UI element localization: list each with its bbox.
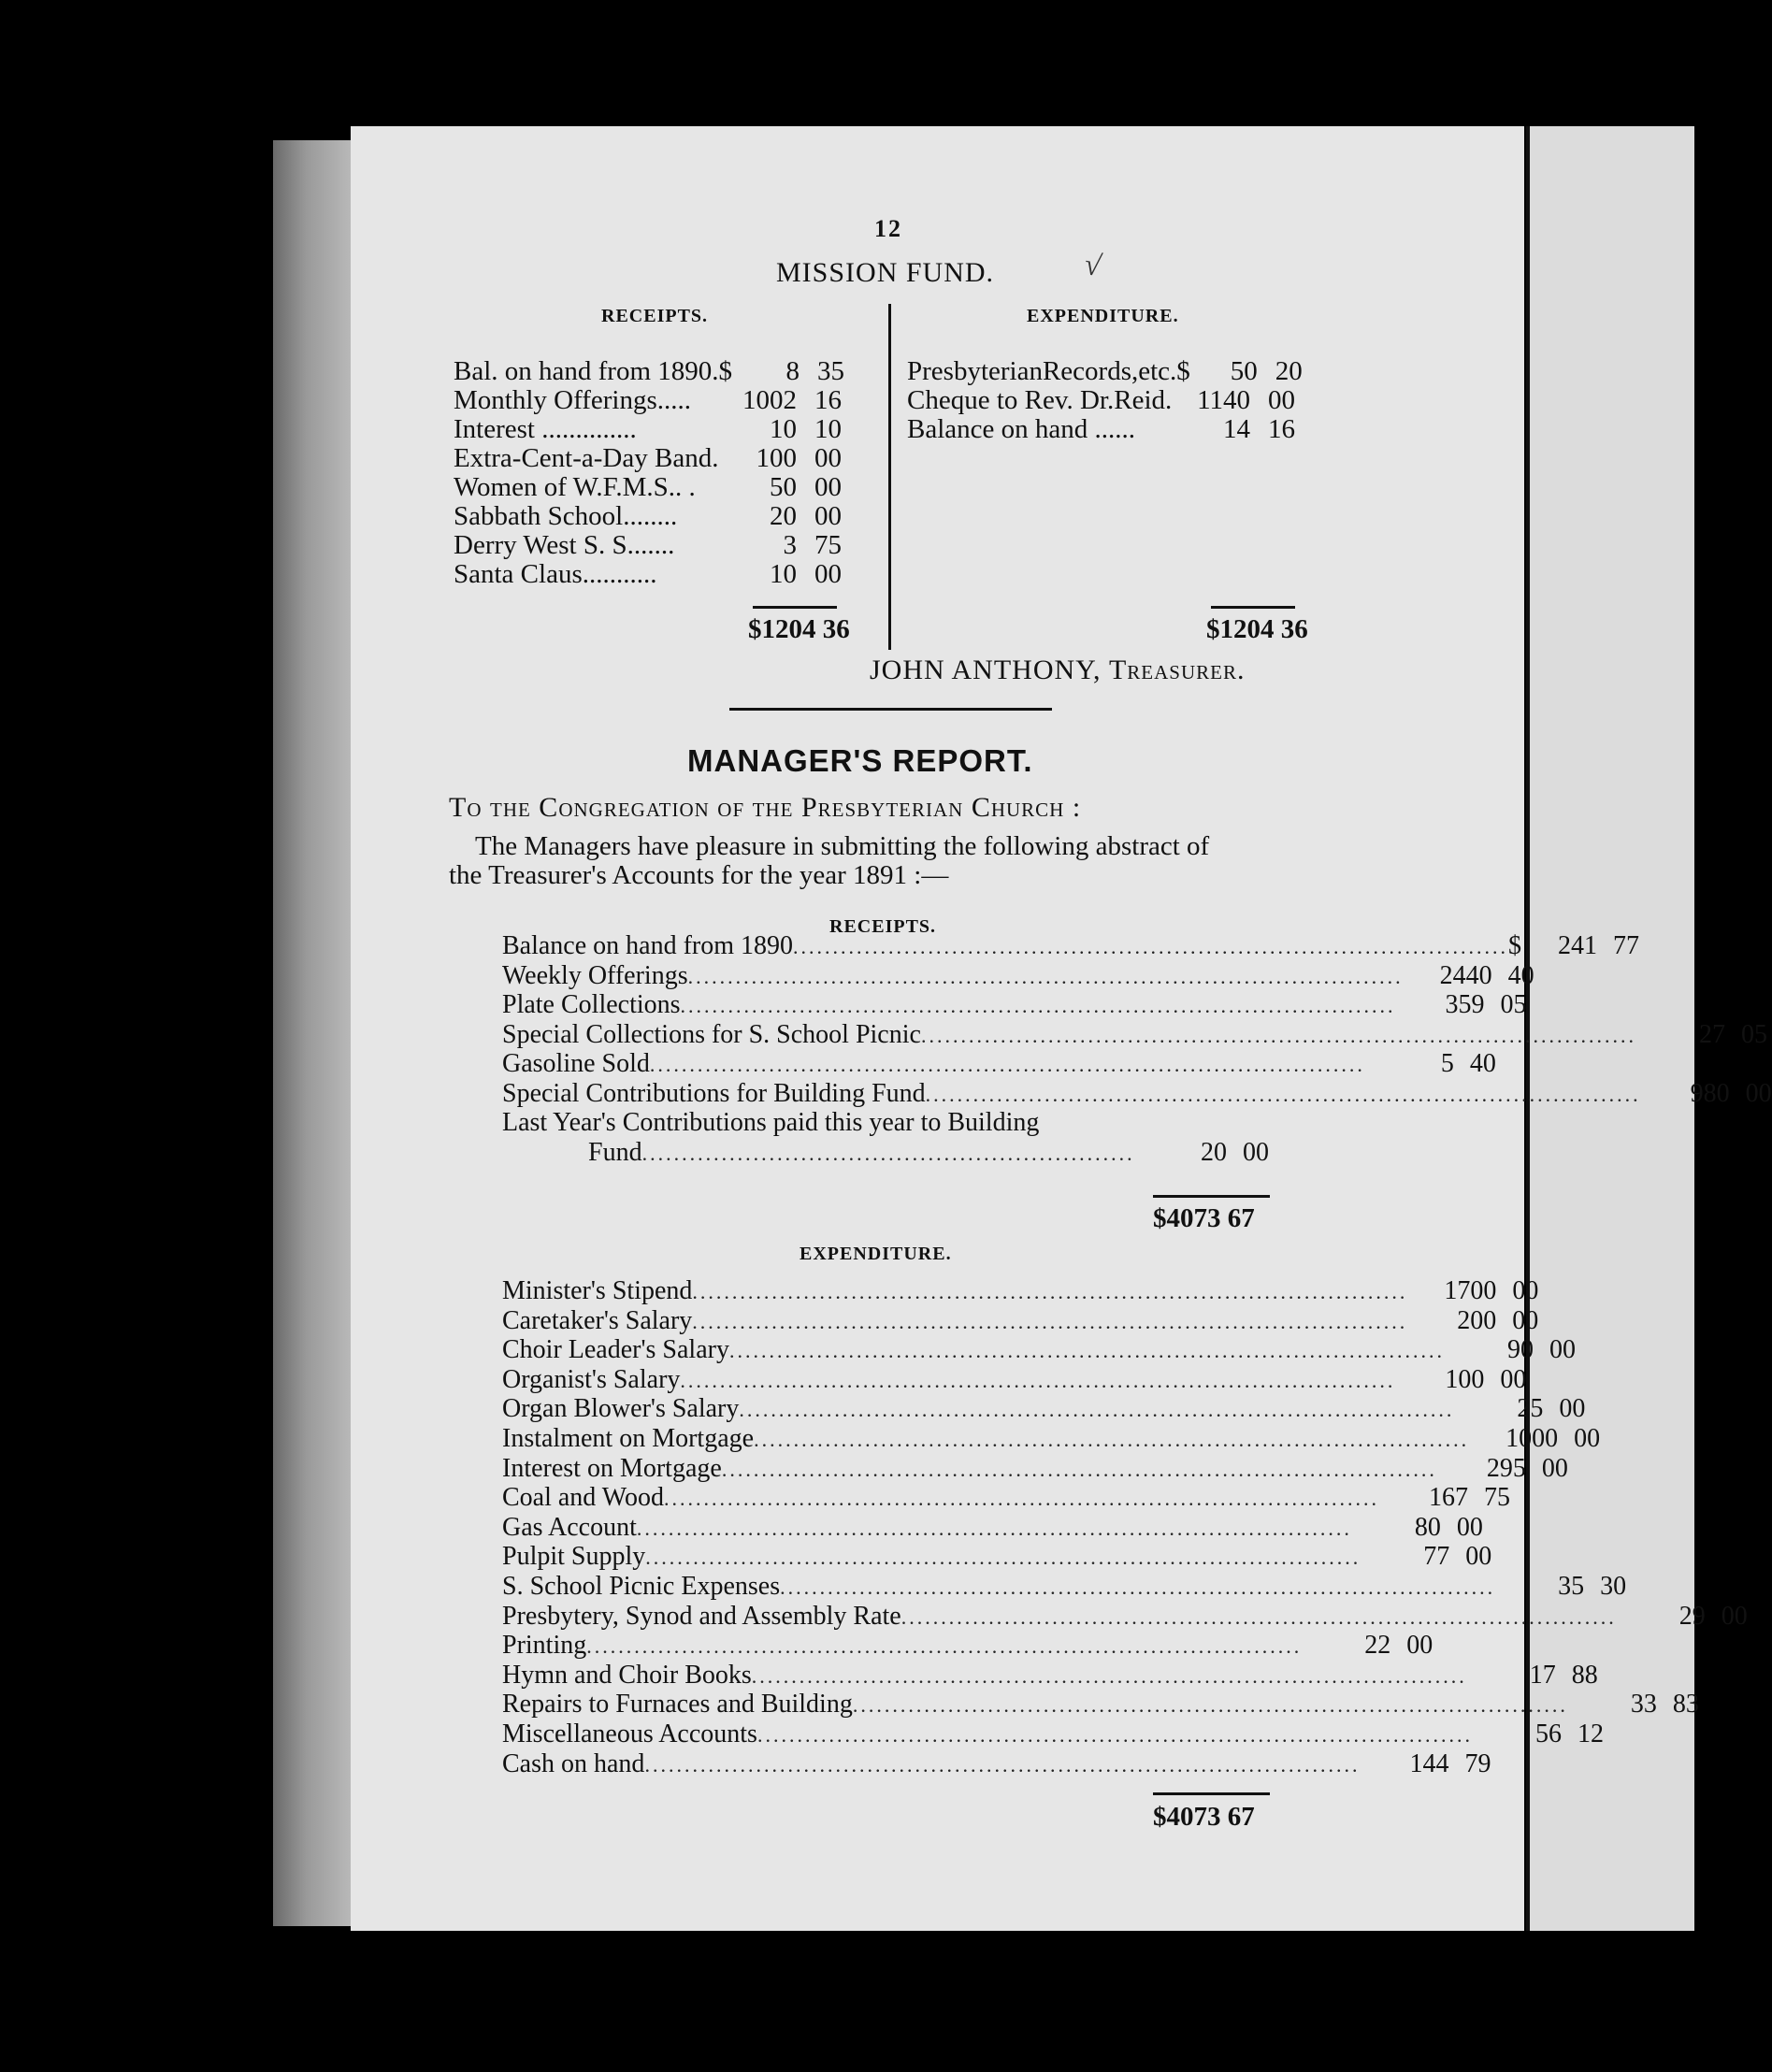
mission-expenditure-heading: EXPENDITURE. (1027, 306, 1179, 326)
report-expenditure-cents: 83 (1672, 1690, 1699, 1719)
mission-expenditure-label: Cheque to Rev. Dr.Reid. (907, 385, 1173, 415)
report-receipt-label: Weekly Offerings (502, 960, 688, 990)
mission-expenditure-dollars: 50 (1230, 356, 1258, 386)
mission-receipt-amount (729, 502, 842, 531)
report-expenditure-row (502, 1572, 1627, 1602)
report-receipt-cents: 05 (1500, 990, 1527, 1020)
report-receipt-row (502, 1049, 1496, 1079)
mission-receipt-cents: 16 (814, 385, 842, 415)
report-expenditure-row (502, 1394, 1586, 1424)
mission-receipt-cents: 00 (814, 472, 842, 502)
mission-receipt-dollars: 1002 (742, 385, 797, 415)
report-receipts-total: $4073 67 (1153, 1203, 1255, 1233)
report-receipt-cents: 40 (1507, 960, 1534, 990)
mission-receipt-amount (729, 444, 842, 473)
report-intro (449, 832, 1323, 890)
report-address: To the Congregation of the Presbyterian Church : (449, 792, 1082, 823)
mission-receipt-label: Derry West S. S....... (454, 530, 675, 560)
report-expenditure-leader-dots: .......................................................................................... (664, 1487, 1379, 1511)
report-expenditure-dollars: 100 (1445, 1364, 1485, 1394)
report-expenditure-label: Instalment on Mortgage (502, 1424, 755, 1453)
mission-expenditure-label: Balance on hand ...... (907, 414, 1136, 444)
report-expenditure-label: Organist's Salary (502, 1364, 681, 1394)
report-expenditure-label: Repairs to Furnaces and Building (502, 1690, 853, 1719)
report-expenditure-leader-dots: .......................................................................................... (780, 1576, 1496, 1599)
scanned-page (351, 126, 1772, 1931)
mission-receipt-row (454, 473, 842, 502)
report-expenditure-cents: 00 (1512, 1305, 1539, 1335)
report-receipt-leader-dots: .......................................................................................... (793, 935, 1509, 958)
mission-expenditure-label: PresbyterianRecords,etc.$ (907, 356, 1190, 386)
mission-receipt-dollars: 10 (770, 559, 797, 589)
report-expenditure-cents: 00 (1500, 1364, 1527, 1394)
mission-receipt-dollars: 50 (770, 472, 797, 502)
mission-receipt-dollars: 10 (770, 414, 797, 444)
report-expenditure-row (502, 1748, 1491, 1779)
mission-expenditure-dollars: 14 (1223, 414, 1250, 444)
mission-receipt-cents: 35 (817, 356, 845, 386)
report-expenditure-cents: 00 (1721, 1601, 1748, 1631)
report-expenditure-dollars: 22 (1364, 1631, 1391, 1661)
report-receipt-label: Gasoline Sold (502, 1049, 650, 1079)
mission-expenditure-dollars: 1140 (1197, 385, 1250, 415)
mission-receipt-amount (732, 357, 844, 386)
report-receipt-dollars: 980 (1690, 1079, 1730, 1108)
report-expenditure-cents: 00 (1541, 1453, 1568, 1483)
report-receipt-row (502, 1079, 1772, 1109)
mission-receipt-row (454, 415, 842, 444)
report-expenditure-cents: 75 (1484, 1483, 1510, 1513)
report-expenditure-row (502, 1690, 1699, 1719)
report-expenditure-label: Hymn and Choir Books (502, 1660, 752, 1690)
report-expenditure-leader-dots: .......................................................................................... (751, 1663, 1467, 1688)
report-expenditure-dollars: 200 (1457, 1305, 1497, 1335)
report-receipt-dollars: 359 (1445, 990, 1485, 1020)
report-expenditure-row (502, 1719, 1604, 1749)
mission-receipt-cents: 00 (814, 501, 842, 531)
report-expenditure-total-rule (1153, 1792, 1270, 1795)
mission-receipt-label: Monthly Offerings..... (454, 385, 692, 415)
report-expenditure-leader-dots: .......................................................................................... (721, 1457, 1437, 1481)
report-expenditure-cents: 00 (1406, 1631, 1433, 1661)
mission-receipt-row (454, 356, 845, 386)
mission-receipt-amount (729, 386, 842, 415)
report-expenditure-label: Gas Account (502, 1512, 637, 1542)
mission-expenditure-cents: 00 (1268, 385, 1295, 415)
report-receipts-total-rule (1153, 1195, 1270, 1198)
report-expenditure-cents: 12 (1577, 1719, 1604, 1748)
report-expenditure-leader-dots: .......................................................................................... (728, 1339, 1445, 1363)
treasurer-name: JOHN ANTHONY, (870, 655, 1102, 685)
treasurer-signature (870, 655, 1245, 686)
mission-receipt-label: Santa Claus........... (454, 559, 657, 589)
mission-column-divider (888, 304, 891, 650)
report-expenditure-label: Pulpit Supply (502, 1542, 646, 1572)
managers-report-title: MANAGER'S REPORT. (687, 743, 1033, 778)
report-receipt-label: Special Contributions for Building Fund (502, 1079, 926, 1108)
section-divider (729, 708, 1052, 711)
mission-receipt-dollars: 3 (783, 530, 797, 560)
report-expenditure-dollars: 56 (1534, 1719, 1562, 1748)
report-expenditure-cents: 00 (1549, 1335, 1576, 1365)
report-expenditure-dollars: 144 (1409, 1748, 1449, 1778)
report-expenditure-total: $4073 67 (1153, 1802, 1255, 1832)
report-expenditure-label: Coal and Wood (502, 1483, 664, 1513)
report-expenditure-dollars: 1700 (1444, 1276, 1497, 1305)
report-expenditure-label: Cash on hand (502, 1748, 645, 1778)
report-expenditure-row (502, 1424, 1601, 1454)
mission-expenditure-amount (1183, 386, 1295, 415)
report-receipt-row-building-fund: Fund .............................................................. 20 00 (588, 1138, 1269, 1167)
report-expenditure-cents: 00 (1465, 1542, 1492, 1572)
report-expenditure-dollars: 17 (1529, 1660, 1556, 1690)
report-receipt-row (502, 960, 1534, 991)
mission-receipt-cents: 00 (814, 559, 842, 589)
report-expenditure-dollars: 295 (1486, 1453, 1526, 1483)
mission-receipt-amount (729, 531, 842, 560)
mission-receipt-label: Interest .............. (454, 414, 637, 444)
report-expenditure-row (502, 1601, 1748, 1632)
report-receipt-leader-dots: .......................................................................................... (925, 1083, 1641, 1106)
report-expenditure-label: Interest on Mortgage (502, 1453, 722, 1483)
report-receipt-label: Balance on hand from 1890 (502, 931, 794, 960)
mission-receipt-label: Sabbath School........ (454, 501, 678, 531)
report-expenditure-label: S. School Picnic Expenses (502, 1572, 781, 1601)
mission-expenditure-row (907, 415, 1295, 444)
report-expenditure-dollars: 35 (1558, 1572, 1585, 1601)
mission-receipt-cents: 10 (814, 414, 842, 444)
report-receipt-dollar-sign: $ (1508, 931, 1522, 960)
mission-receipt-label: Bal. on hand from 1890.$ (454, 356, 733, 386)
report-expenditure-dollars: 77 (1423, 1542, 1450, 1572)
book-spine-edge (273, 140, 357, 1926)
mission-receipts-total-rule (753, 606, 837, 609)
report-expenditure-row (502, 1483, 1510, 1513)
mission-receipts-heading: RECEIPTS. (601, 306, 709, 326)
mission-expenditure-cents: 16 (1268, 414, 1295, 444)
report-expenditure-dollars: 80 (1414, 1512, 1441, 1542)
handwritten-checkmark: √ (1082, 246, 1104, 283)
report-receipt-leader-dots: .......................................................................................... (687, 964, 1404, 988)
report-expenditure-cents: 00 (1456, 1512, 1483, 1542)
mission-receipts-total: $1204 36 (748, 614, 850, 644)
mission-receipt-row (454, 560, 842, 589)
report-expenditure-leader-dots: .......................................................................................... (900, 1604, 1617, 1629)
report-expenditure-dollars: 29 (1678, 1601, 1706, 1631)
report-expenditure-dollars: 167 (1429, 1483, 1468, 1513)
report-expenditure-leader-dots: .......................................................................................... (636, 1516, 1352, 1540)
report-receipt-cents: 77 (1613, 931, 1640, 960)
intro-line-1: The Managers have pleasure in submitting the following abstract of (475, 831, 1210, 861)
mission-receipt-row (454, 531, 842, 560)
report-expenditure-cents: 00 (1574, 1424, 1601, 1453)
report-expenditure-row (502, 1305, 1539, 1336)
report-expenditure-cents: 00 (1559, 1394, 1586, 1424)
treasurer-title: Treasurer. (1108, 655, 1246, 685)
report-expenditure-dollars: 33 (1630, 1690, 1657, 1719)
report-expenditure-leader-dots: .......................................................................................... (586, 1634, 1303, 1659)
report-receipt-cents: 00 (1745, 1079, 1772, 1108)
report-expenditure-label: Printing (502, 1631, 587, 1661)
report-receipt-dollars: 241 (1558, 931, 1598, 960)
mission-receipt-amount (729, 473, 842, 502)
report-expenditure-leader-dots: .......................................................................................... (692, 1309, 1408, 1333)
report-receipt-leader-dots: .......................................................................................... (920, 1023, 1636, 1047)
report-expenditure-row (502, 1453, 1568, 1484)
mission-receipt-label: Extra-Cent-a-Day Band. (454, 443, 719, 473)
mission-receipt-cents: 75 (814, 530, 842, 560)
mission-fund-title: MISSION FUND. (776, 257, 995, 288)
mission-receipt-row (454, 444, 842, 473)
mission-expenditure-amount (1190, 357, 1303, 386)
report-receipt-dollars: 2440 (1439, 960, 1492, 990)
mission-expenditure-cents: 20 (1275, 356, 1303, 386)
mission-expenditure-total-rule (1211, 606, 1295, 609)
report-expenditure-row (502, 1364, 1527, 1395)
report-expenditure-row (502, 1512, 1483, 1543)
report-expenditure-row (502, 1660, 1598, 1691)
mission-receipt-row (454, 386, 842, 415)
mission-expenditure-row (907, 356, 1303, 386)
mission-receipt-dollars: 20 (770, 501, 797, 531)
report-expenditure-row (502, 1335, 1576, 1365)
mission-receipt-label: Women of W.F.M.S.. . (454, 472, 696, 502)
report-receipt-row (502, 990, 1527, 1020)
report-receipt-row (502, 931, 1640, 961)
mission-expenditure-row (907, 386, 1295, 415)
report-expenditure-cents: 88 (1571, 1660, 1598, 1690)
report-receipt-dollars: 5 (1440, 1049, 1454, 1079)
mission-receipt-cents: 00 (814, 443, 842, 473)
mission-receipt-amount (729, 415, 842, 444)
report-expenditure-label: Choir Leader's Salary (502, 1335, 729, 1365)
report-receipt-leader-dots: .......................................................................................... (649, 1053, 1365, 1077)
report-expenditure-leader-dots: .......................................................................................... (852, 1693, 1568, 1718)
report-expenditure-dollars: 1000 (1505, 1424, 1559, 1453)
report-expenditure-leader-dots: .......................................................................................... (645, 1546, 1361, 1570)
mission-receipt-row (454, 502, 842, 531)
mission-receipt-dollars: 100 (756, 443, 797, 473)
mission-receipt-dollars: 8 (785, 356, 800, 386)
report-receipt-cents: 05 (1740, 1019, 1767, 1049)
report-expenditure-leader-dots: .......................................................................................... (756, 1723, 1473, 1747)
report-receipts-heading: RECEIPTS. (829, 916, 937, 937)
mission-expenditure-total: $1204 36 (1206, 614, 1308, 644)
report-expenditure-cents: 00 (1512, 1276, 1539, 1305)
report-receipt-leader-dots: .......................................................................................... (680, 994, 1396, 1018)
report-receipt-dollars: 27 (1698, 1019, 1725, 1049)
report-expenditure-cents: 79 (1464, 1748, 1491, 1778)
report-expenditure-row (502, 1631, 1433, 1661)
report-expenditure-leader-dots: .......................................................................................... (680, 1368, 1396, 1392)
report-expenditure-label: Minister's Stipend (502, 1276, 693, 1305)
report-expenditure-leader-dots: .......................................................................................... (692, 1280, 1408, 1303)
report-receipt-label: Plate Collections (502, 990, 681, 1020)
report-receipt-label: Special Collections for S. School Picnic (502, 1019, 921, 1049)
report-receipt-cents: 40 (1469, 1049, 1496, 1079)
report-expenditure-label: Presbytery, Synod and Assembly Rate (502, 1601, 901, 1631)
report-expenditure-row (502, 1276, 1539, 1306)
report-expenditure-label: Organ Blower's Salary (502, 1394, 740, 1424)
report-expenditure-label: Caretaker's Salary (502, 1305, 693, 1335)
report-expenditure-leader-dots: .......................................................................................... (739, 1398, 1455, 1422)
report-expenditure-heading: EXPENDITURE. (800, 1244, 952, 1264)
report-receipt-row (502, 1019, 1767, 1050)
report-expenditure-dollars: 90 (1506, 1335, 1534, 1365)
report-expenditure-leader-dots: .......................................................................................... (644, 1752, 1361, 1777)
report-receipt-row-building-last-year: Last Year's Contributions paid this year to Building (502, 1108, 1040, 1137)
report-expenditure-label: Miscellaneous Accounts (502, 1719, 757, 1748)
page-number: 12 (874, 215, 902, 242)
report-expenditure-row (502, 1542, 1492, 1572)
report-expenditure-dollars: 25 (1517, 1394, 1544, 1424)
mission-expenditure-amount (1183, 415, 1295, 444)
intro-line-2: the Treasurer's Accounts for the year 1891 :— (449, 860, 949, 890)
mission-receipt-amount (729, 560, 842, 589)
report-expenditure-leader-dots: .......................................................................................... (754, 1428, 1470, 1451)
report-expenditure-cents: 30 (1600, 1572, 1627, 1601)
